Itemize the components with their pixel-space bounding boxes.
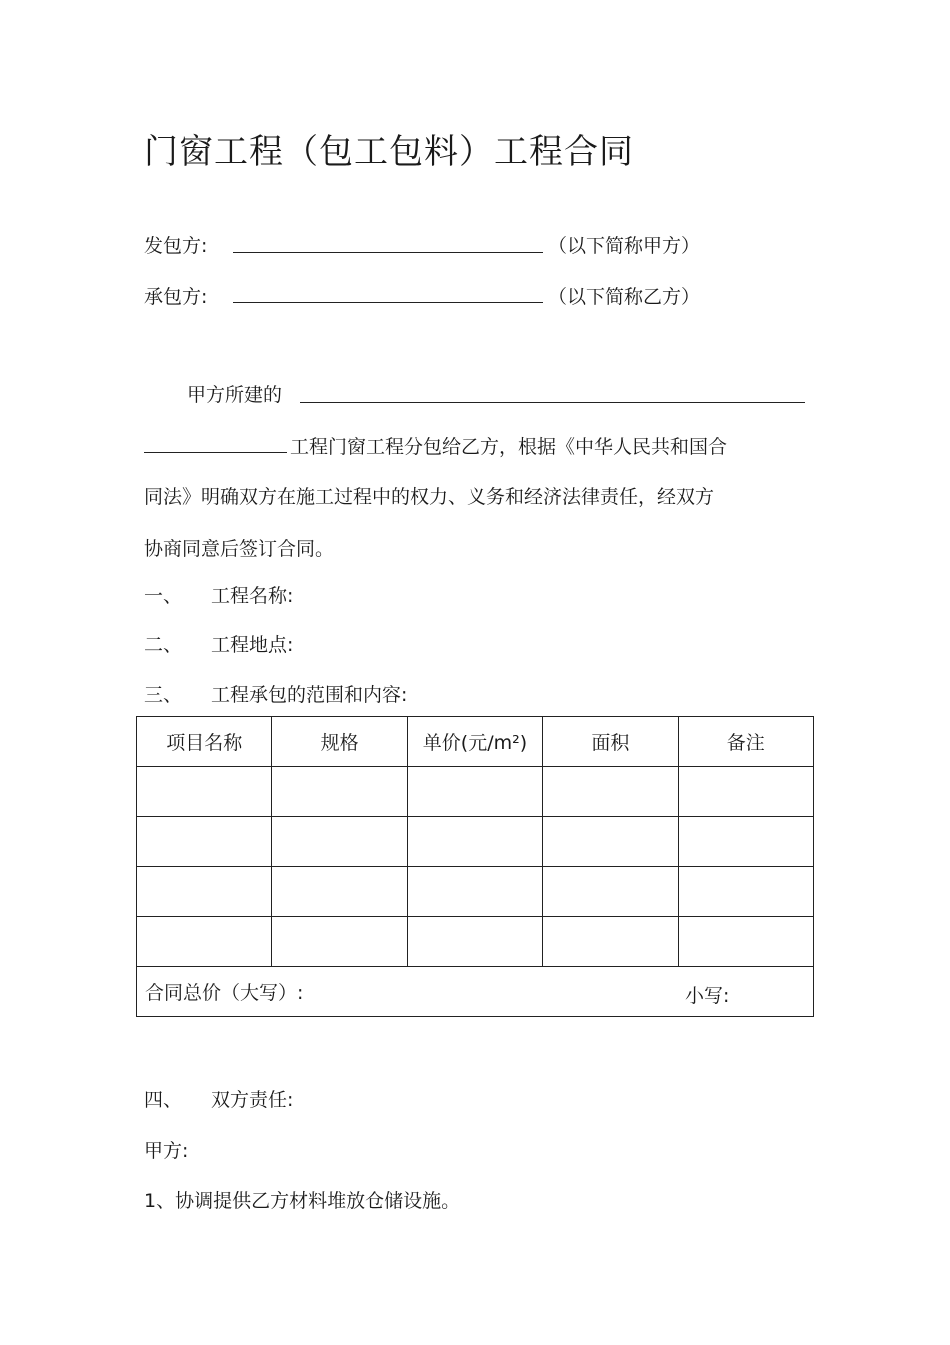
table-cell[interactable] [543,867,678,917]
table-cell[interactable] [272,817,407,867]
section-4-number: 四、 [144,1089,183,1111]
project-blank-line-1[interactable] [300,402,805,403]
table-cell[interactable] [678,867,813,917]
table-total-row [137,967,814,1017]
document-title: 门窗工程（包工包料）工程合同 [144,132,634,172]
project-blank-line-2[interactable] [144,452,287,453]
section-2-number: 二、 [144,634,183,656]
table-cell[interactable] [137,767,272,817]
employer-suffix: （以下简称甲方） [548,235,701,257]
total-price-label: 合同总价（大写）: [145,982,304,1004]
table-cell[interactable] [678,767,813,817]
table-cell[interactable] [137,917,272,967]
contractor-blank-line[interactable] [233,302,543,303]
intro-line-3: 同法》明确双方在施工过程中的权力、义务和经济法律责任，经双方 [144,486,715,508]
scope-table [136,716,814,1017]
section-3-text: 工程承包的范围和内容: [211,684,408,706]
small-amount-label: 小写: [685,985,730,1007]
table-cell[interactable] [543,817,678,867]
employer-label: 发包方: [144,235,208,257]
table-cell[interactable] [137,867,272,917]
table-cell[interactable] [678,817,813,867]
party-a-item-1: 1、协调提供乙方材料堆放仓储设施。 [144,1190,461,1212]
header-remarks: 备注 [678,717,813,767]
table-cell[interactable] [407,917,542,967]
table-header-row [137,717,814,767]
section-1-text: 工程名称: [211,585,294,607]
section-3-number: 三、 [144,684,183,706]
table-cell[interactable] [678,917,813,967]
table-cell[interactable] [272,867,407,917]
table-cell[interactable] [543,917,678,967]
table-cell[interactable] [272,767,407,817]
table-cell[interactable] [543,767,678,817]
section-1-number: 一、 [144,585,183,607]
intro-line-1: 甲方所建的 [187,384,283,406]
table-row [137,767,814,817]
table-cell[interactable] [407,817,542,867]
header-area: 面积 [543,717,678,767]
intro-line-4: 协商同意后签订合同。 [144,538,335,560]
employer-blank-line[interactable] [233,252,543,253]
table-row [137,817,814,867]
table-cell[interactable] [272,917,407,967]
contractor-label: 承包方: [144,286,208,308]
table-cell[interactable] [137,817,272,867]
table-row [137,867,814,917]
header-spec: 规格 [272,717,407,767]
header-unit-price: 单价(元/m²) [407,717,542,767]
header-item-name: 项目名称 [137,717,272,767]
contractor-suffix: （以下简称乙方） [548,286,701,308]
intro-line-2: 工程门窗工程分包给乙方，根据《中华人民共和国合 [290,436,728,458]
table-cell[interactable] [407,767,542,817]
table-row [137,917,814,967]
section-4-text: 双方责任: [211,1089,294,1111]
party-a-heading: 甲方: [144,1140,189,1162]
section-2-text: 工程地点: [211,634,294,656]
table-cell[interactable] [407,867,542,917]
total-price-cell[interactable] [137,967,814,1017]
